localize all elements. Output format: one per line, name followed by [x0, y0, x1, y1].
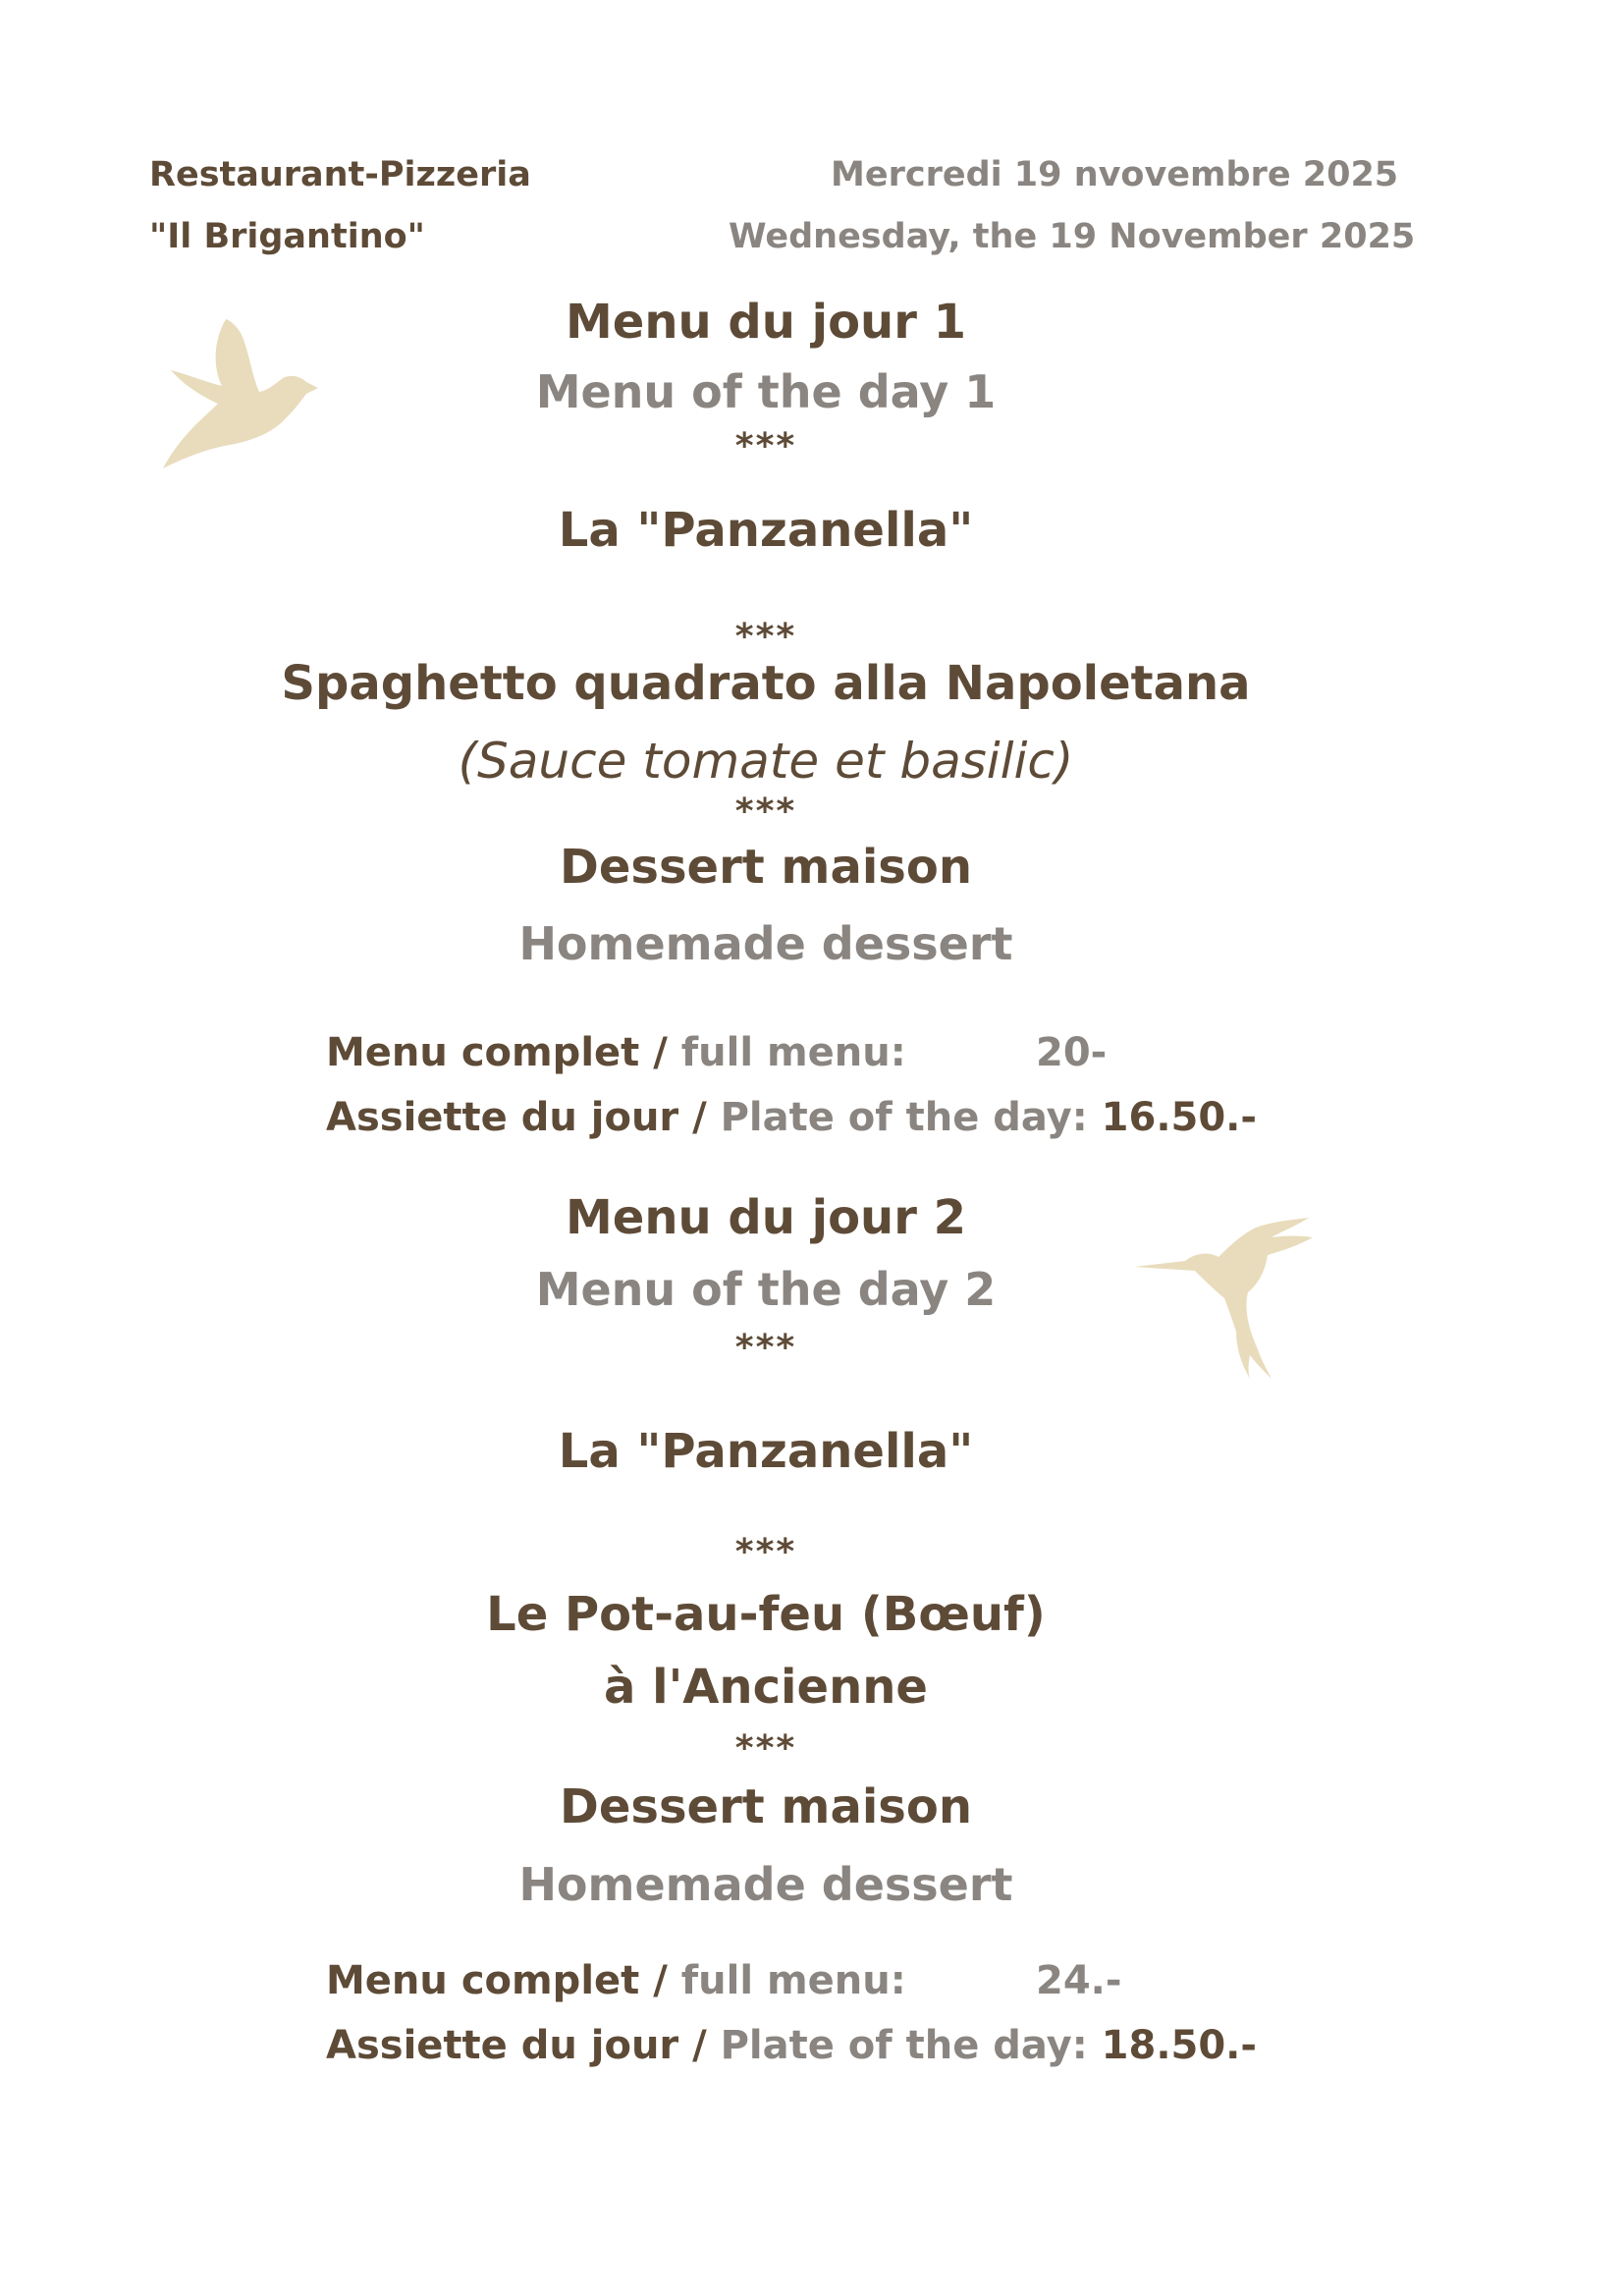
- menu2-full-label-fr: Menu complet /: [326, 1958, 681, 2003]
- menu1-starter: La "Panzanella": [558, 503, 974, 558]
- menu1-main: Spaghetto quadrato alla Napoletana: [281, 656, 1251, 711]
- menu1-main-note: (Sauce tomate et basilic): [458, 733, 1074, 790]
- menu2-main-line2: à l'Ancienne: [604, 1660, 928, 1715]
- menu1-separator-1: ***: [734, 426, 797, 466]
- menu2-plate-label-fr: Assiette du jour /: [326, 2023, 721, 2068]
- menu1-full-label-fr: Menu complet /: [326, 1030, 681, 1075]
- menu2-main-line1: Le Pot-au-feu (Bœuf): [486, 1587, 1046, 1642]
- menu1-plate-label-en: Plate of the day:: [720, 1095, 1102, 1140]
- menu2-dessert-fr: Dessert maison: [560, 1779, 972, 1834]
- menu2-dessert-en: Homemade dessert: [518, 1858, 1013, 1911]
- menu2-separator-1: ***: [734, 1328, 797, 1368]
- menu1-full-price-row: [326, 1030, 906, 1075]
- restaurant-type: Restaurant-Pizzeria: [149, 155, 531, 194]
- menu2-separator-2: ***: [734, 1532, 797, 1572]
- menu2-plate-label-en: Plate of the day:: [720, 2023, 1102, 2068]
- menu2-starter: La "Panzanella": [558, 1424, 974, 1479]
- menu1-dessert-fr: Dessert maison: [560, 840, 972, 895]
- menu2-title-en: Menu of the day 2: [535, 1263, 997, 1316]
- menu1-title-fr: Menu du jour 1: [566, 295, 966, 350]
- date-fr: Mercredi 19 nvovembre 2025: [831, 155, 1399, 194]
- menu2-full-label-en: full menu:: [680, 1958, 906, 2003]
- menu1-separator-3: ***: [734, 792, 797, 815]
- date-en: Wednesday, the 19 November 2025: [729, 217, 1416, 256]
- menu2-full-price: 24.-: [1036, 1958, 1122, 2003]
- menu2-separator-3: ***: [734, 1728, 797, 1769]
- menu1-plate-label-fr: Assiette du jour /: [326, 1095, 721, 1140]
- menu1-full-label-en: full menu:: [680, 1030, 906, 1075]
- menu2-plate-price: 18.50.-: [1101, 2023, 1257, 2068]
- menu1-full-price: 20-: [1036, 1030, 1108, 1075]
- menu1-plate-price-row: [326, 1095, 1257, 1140]
- menu1-dessert-en: Homemade dessert: [518, 917, 1013, 970]
- menu2-full-price-row: [326, 1958, 906, 2003]
- restaurant-name: "Il Brigantino": [149, 217, 425, 256]
- menu1-title-en: Menu of the day 1: [535, 365, 997, 418]
- menu2-title-fr: Menu du jour 2: [566, 1190, 966, 1245]
- menu2-plate-price-row: [326, 2023, 1257, 2068]
- menu1-separator-2: ***: [734, 617, 797, 657]
- menu1-plate-price: 16.50.-: [1101, 1095, 1257, 1140]
